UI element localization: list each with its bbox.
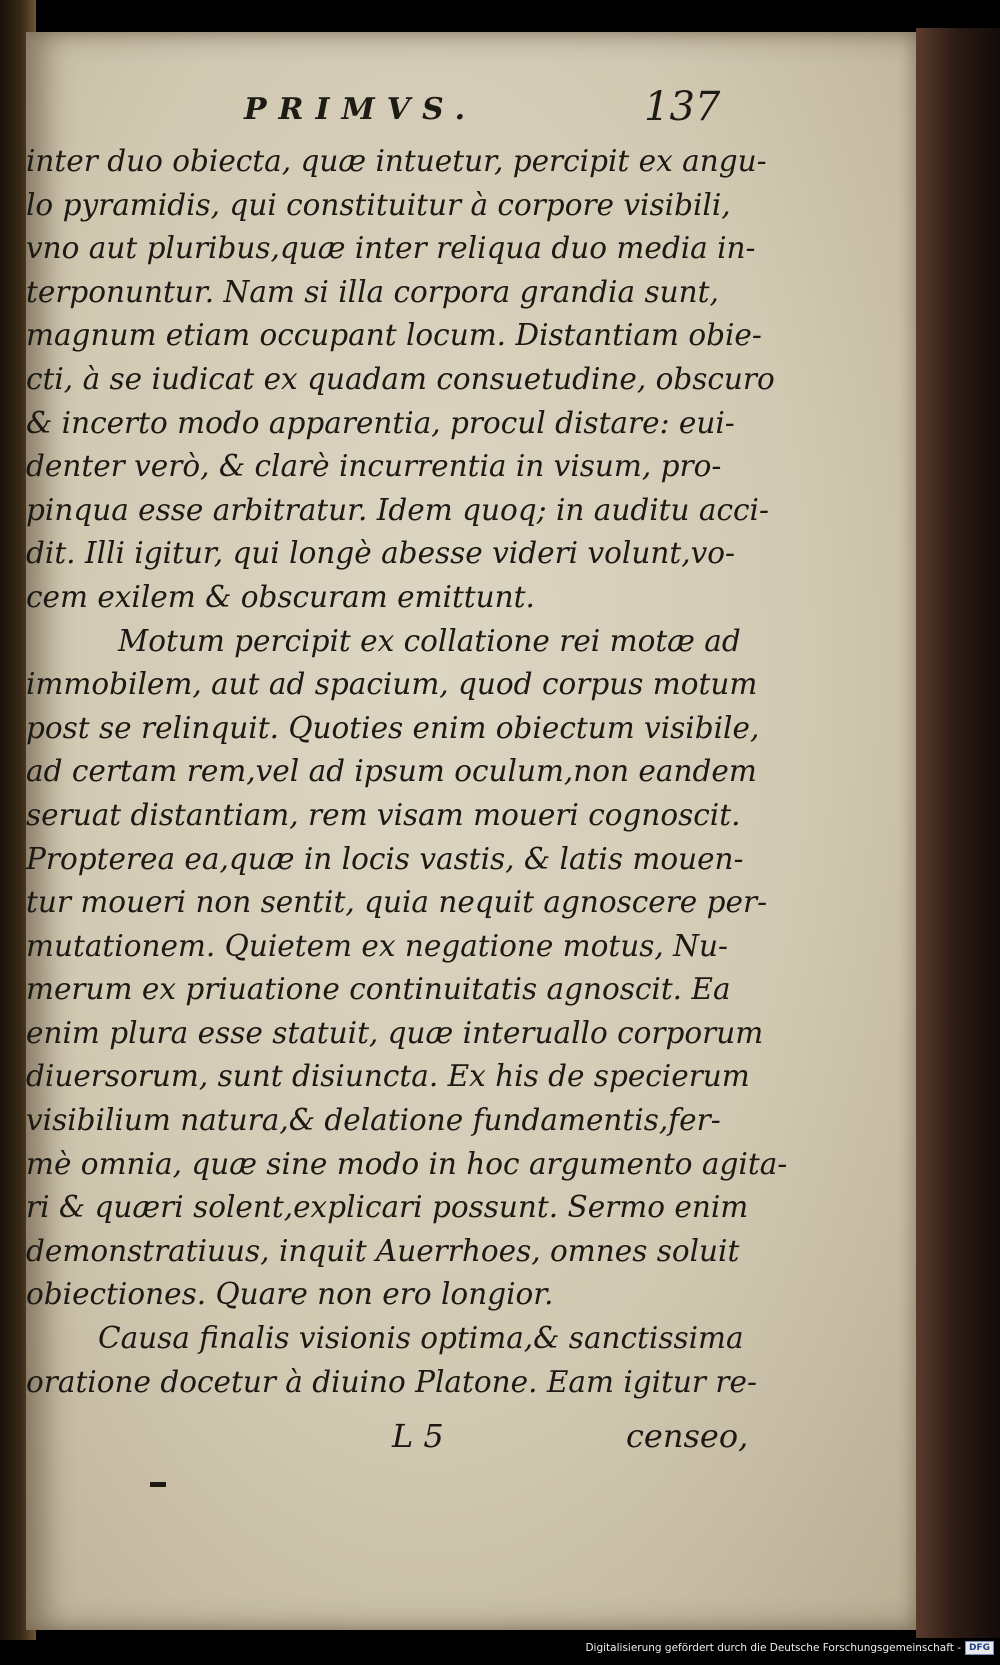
- paragraph-start-line: Motum percipit ex collatione rei motæ ad: [118, 623, 741, 658]
- book-cover-edge: [916, 28, 1000, 1638]
- text-line: mutationem. Quietem ex negatione motus, Nu-: [26, 928, 728, 963]
- paragraph-start-line: Causa finalis visionis optima,& sanctissima: [98, 1321, 744, 1356]
- text-line: & incerto modo apparentia, procul distare: eui-: [26, 405, 735, 440]
- text-line: post se relinquit. Quoties enim obiectum visibile,: [26, 710, 760, 745]
- text-line: magnum etiam occupant locum. Distantiam obie-: [26, 318, 762, 353]
- text-line: visibilium natura,& delatione fundamentis,fer-: [26, 1103, 721, 1138]
- text-line: tur moueri non sentit, quia nequit agnoscere per-: [26, 885, 768, 920]
- text-line: Propterea ea,quæ in locis vastis, & latis mouen-: [26, 841, 744, 876]
- text-line: terponuntur. Nam si illa corpora grandia sunt,: [26, 274, 719, 309]
- credit-text: Digitalisierung gefördert durch die Deutsche Forschungsgemeinschaft -: [585, 1642, 961, 1654]
- text-line: vno aut pluribus,quæ inter reliqua duo media in-: [26, 231, 756, 266]
- dfg-logo-icon: DFG: [965, 1641, 994, 1655]
- text-line: dit. Illi igitur, qui longè abesse videri volunt,vo-: [26, 536, 735, 571]
- text-line: diuersorum, sunt disiuncta. Ex his de specierum: [26, 1059, 750, 1094]
- text-line: cem exilem & obscuram emittunt.: [26, 579, 535, 614]
- text-line: ri & quæri solent,explicari possunt. Sermo enim: [26, 1190, 749, 1225]
- text-line: seruat distantiam, rem visam moueri cognoscit.: [26, 797, 741, 832]
- text-line: inter duo obiecta, quæ intuetur, percipit ex angu-: [26, 144, 767, 178]
- signature-mark: L 5: [392, 1417, 444, 1455]
- book-page: [26, 32, 916, 1630]
- text-line: pinqua esse arbitratur. Idem quoq; in auditu acci-: [26, 492, 769, 527]
- text-line: denter verò, & clarè incurrentia in visum, pro-: [26, 449, 722, 484]
- text-line: enim plura esse statuit, quæ interuallo corporum: [26, 1015, 764, 1050]
- text-line: ad certam rem,vel ad ipsum oculum,non eandem: [26, 754, 757, 789]
- text-line: merum ex priuatione continuitatis agnoscit. Ea: [26, 972, 731, 1007]
- text-line: mè omnia, quæ sine modo in hoc argumento agita-: [26, 1146, 788, 1181]
- text-line: obiectiones. Quare non ero longior.: [26, 1277, 554, 1312]
- text-block: [26, 140, 788, 1404]
- page-footer: [26, 1417, 916, 1477]
- ink-blot: [150, 1482, 166, 1487]
- text-line: oratione docetur à diuino Platone. Eam igitur re-: [26, 1364, 757, 1399]
- text-line: cti, à se iudicat ex quadam consuetudine, obscuro: [26, 361, 775, 396]
- text-line: lo pyramidis, qui constituitur à corpore visibili,: [26, 187, 731, 222]
- text-line: demonstratiuus, inquit Auerrhoes, omnes soluit: [26, 1233, 740, 1268]
- page-header: [26, 84, 916, 144]
- digitization-credit: [585, 1639, 994, 1657]
- running-title: PRIMVS.: [244, 92, 478, 127]
- text-line: immobilem, aut ad spacium, quod corpus motum: [26, 667, 758, 702]
- catchword: censeo,: [626, 1417, 749, 1455]
- page-number: 137: [644, 84, 721, 130]
